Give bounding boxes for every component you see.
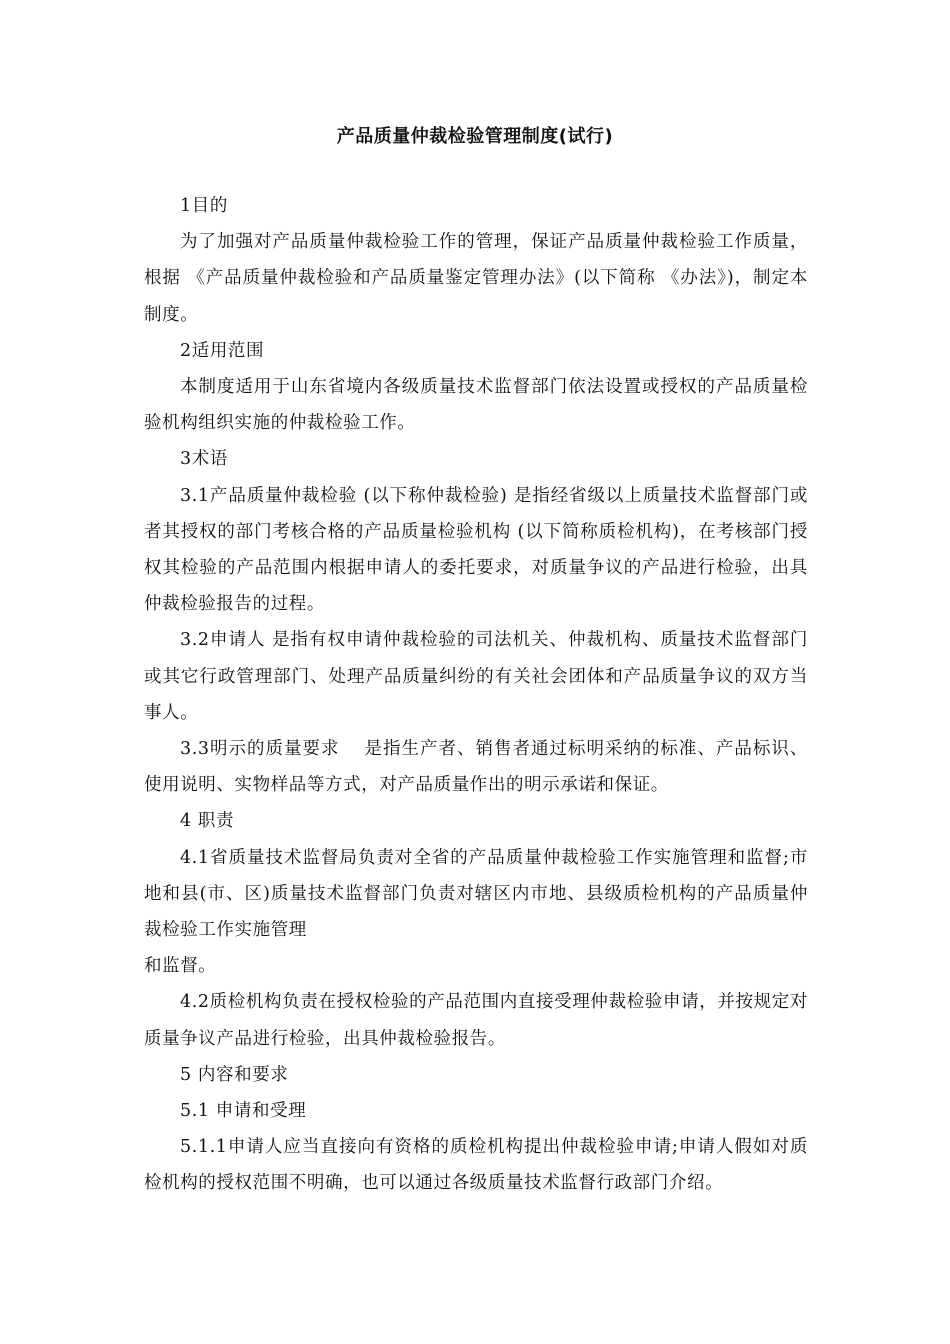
document-title: 产品质量仲裁检验管理制度(试行) [336,126,614,147]
section-heading-5: 5 内容和要求 [180,1064,289,1085]
paragraph-3-2: 3.2申请人 是指有权申请仲裁检验的司法机关、仲裁机构、质量技术监督部门或其它行政管理部门、处理产品质量纠纷的有关社会团体和产品质量争议的双方当事人。 [144,630,808,723]
paragraph-4-2: 4.2质检机构负责在授权检验的产品范围内直接受理仲裁检验申请，并按规定对质量争议产品进行检验，出具仲裁检验报告。 [144,992,808,1049]
paragraph-3-3: 3.3明示的质量要求 是指生产者、销售者通过标明采纳的标准、产品标识、使用说明、实物样品等方式，对产品质量作出的明示承诺和保证。 [144,739,808,796]
paragraph-4-1: 4.1省质量技术监督局负责对全省的产品质量仲裁检验工作实施管理和监督;市地和县(市、区)质量技术监督部门负责对辖区内市地、县级质检机构的产品质量仲裁检验工作实施管理 [144,847,808,941]
section-heading-2: 2适用范围 [180,340,265,361]
paragraph-4-1-continued: 和监督。 [144,956,217,977]
paragraph-5-1-1: 5.1.1申请人应当直接向有资格的质检机构提出仲裁检验申请;申请人假如对质检机构的授权范围不明确，也可以通过各级质量技术监督行政部门介绍。 [144,1137,808,1194]
paragraph-purpose: 为了加强对产品质量仲裁检验工作的管理，保证产品质量仲裁检验工作质量，根据 《产品质量仲裁检验和产品质量鉴定管理办法》(以下简称 《办法》)，制定本制度。 [144,232,808,325]
section-heading-4: 4 职责 [180,811,235,832]
section-heading-1: 1目的 [180,196,228,216]
section-heading-5-1: 5.1 申请和受理 [180,1101,307,1122]
paragraph-scope: 本制度适用于山东省境内各级质量技术监督部门依法设置或授权的产品质量检验机构组织实施的仲裁检验工作。 [144,377,808,434]
document-body [144,188,808,1202]
section-heading-3: 3术语 [180,449,228,470]
paragraph-3-1: 3.1产品质量仲裁检验 (以下称仲裁检验) 是指经省级以上质量技术监督部门或者其授权的部门考核合格的产品质量检验机构 (以下简称质检机构)，在考核部门授权其检验的产品范围内根据申请人的委托要求，对质量争议的产品进行检验，出具仲裁检验报告的过程。 [144,485,808,615]
